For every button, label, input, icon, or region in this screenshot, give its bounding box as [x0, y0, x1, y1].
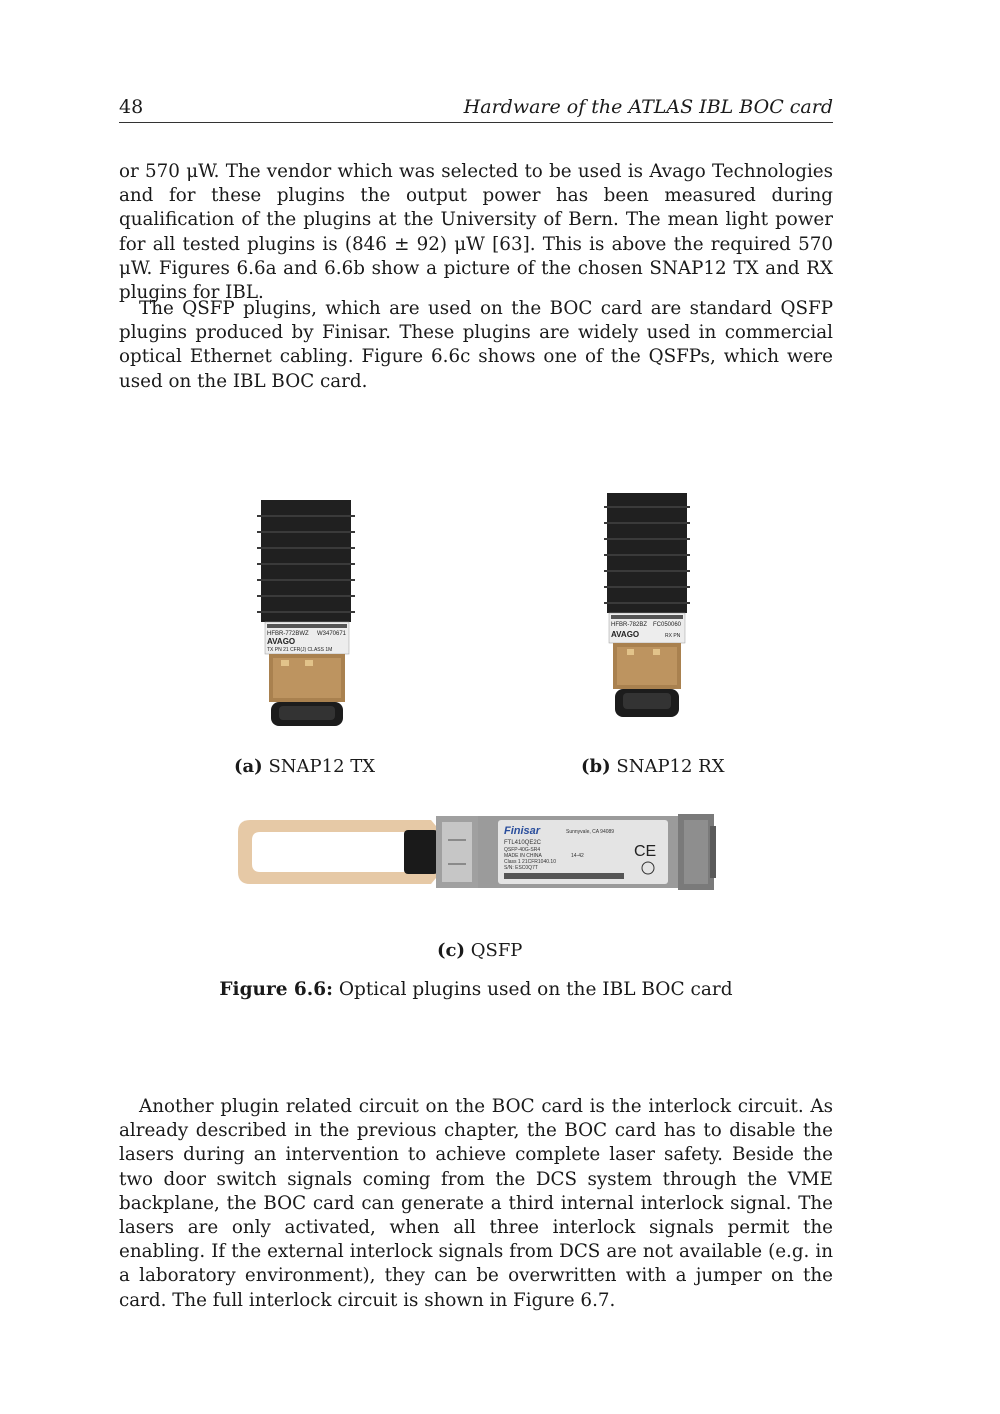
rx-serial: FC050060: [653, 622, 682, 628]
subcaption-a-text: SNAP12 TX: [268, 756, 376, 777]
qsfp-photo: [236, 812, 719, 892]
subcaption-c-label: (c): [437, 940, 465, 961]
page-header: [119, 94, 833, 123]
paragraph-light-power: or 570 μW. The vendor which was selected to be used is Avago Technologies and for these plugins the output power has been measured during qualification of the plugins at the University of Bern. The mean light power for all tested plugins is (846 ± 92) μW [63]. This is above the required 570 μW. Figures 6.6a and 6.6b show a picture of the chosen SNAP12 TX and RX plugins for IBL.: [119, 161, 833, 304]
figure-caption-text: Optical plugins used on the IBL BOC card: [338, 979, 733, 1000]
tx-class-label: TX PN 21 CFR(J) CLASS 1M: [267, 647, 333, 653]
qsfp-date: 14-42: [571, 853, 584, 859]
snap12-tx-photo: [255, 498, 360, 730]
rx-brand-logo: AVAGO: [611, 630, 640, 639]
qsfp-brand-logo: Finisar: [504, 825, 541, 837]
qsfp-model: FTL410QE2C: [504, 840, 542, 846]
page-number: 48: [119, 96, 144, 118]
qsfp-class: Class 1 21CFR1040.10: [504, 859, 556, 865]
subcaption-c: [437, 940, 522, 961]
qsfp-made-in: MADE IN CHINA: [504, 853, 542, 859]
subcaption-b: [581, 756, 725, 777]
subcaption-b-text: SNAP12 RX: [616, 756, 725, 777]
figure-caption: [119, 979, 833, 1000]
paragraph-qsfp: The QSFP plugins, which are used on the BOC card are standard QSFP plugins produced by Finisar. These plugins are widely used in commercial optical Ethernet cabling. Figure 6.6c shows one of the QSFPs, which were used on the IBL BOC card.: [119, 298, 833, 392]
snap12-rx-photo: [603, 491, 691, 720]
subcaption-c-text: QSFP: [470, 940, 523, 961]
subcaption-a: [234, 756, 375, 777]
ce-mark: CE: [634, 843, 657, 860]
subcaption-b-label: (b): [581, 756, 611, 777]
running-title: Hardware of the ATLAS IBL BOC card: [463, 96, 833, 118]
tx-serial: W3470671: [317, 631, 347, 637]
rx-tag-label: RX PN: [665, 633, 681, 639]
paragraph-interlock: Another plugin related circuit on the BOC card is the interlock circuit. As already described in the previous chapter, the BOC card has to disable the lasers during an intervention to achieve complete laser safety. Beside the two door switch signals coming from the DCS system through the VME backplane, the BOC card can generate a third internal interlock signal. The lasers are only activated, when all three interlock signals permit the enabling. If the external interlock signals from DCS are not available (e.g. in a laboratory environment), they can be overwritten with a jumper on the card. The full interlock circuit is shown in Figure 6.7.: [119, 1096, 833, 1311]
subcaption-a-label: (a): [234, 756, 263, 777]
rx-part-number: HFBR-782BZ: [611, 622, 648, 628]
qsfp-serial: S/N: ESC0Q7T: [504, 865, 538, 871]
tx-part-number: HFBR-772BWZ: [267, 631, 309, 637]
qsfp-sub-model: QSFP-40G-SR4: [504, 847, 541, 853]
qsfp-city: Sunnyvale, CA 94089: [566, 829, 615, 835]
figure-caption-label: Figure 6.6:: [219, 979, 333, 1000]
tx-brand-logo: AVAGO: [267, 637, 296, 646]
barcode: [504, 873, 624, 879]
